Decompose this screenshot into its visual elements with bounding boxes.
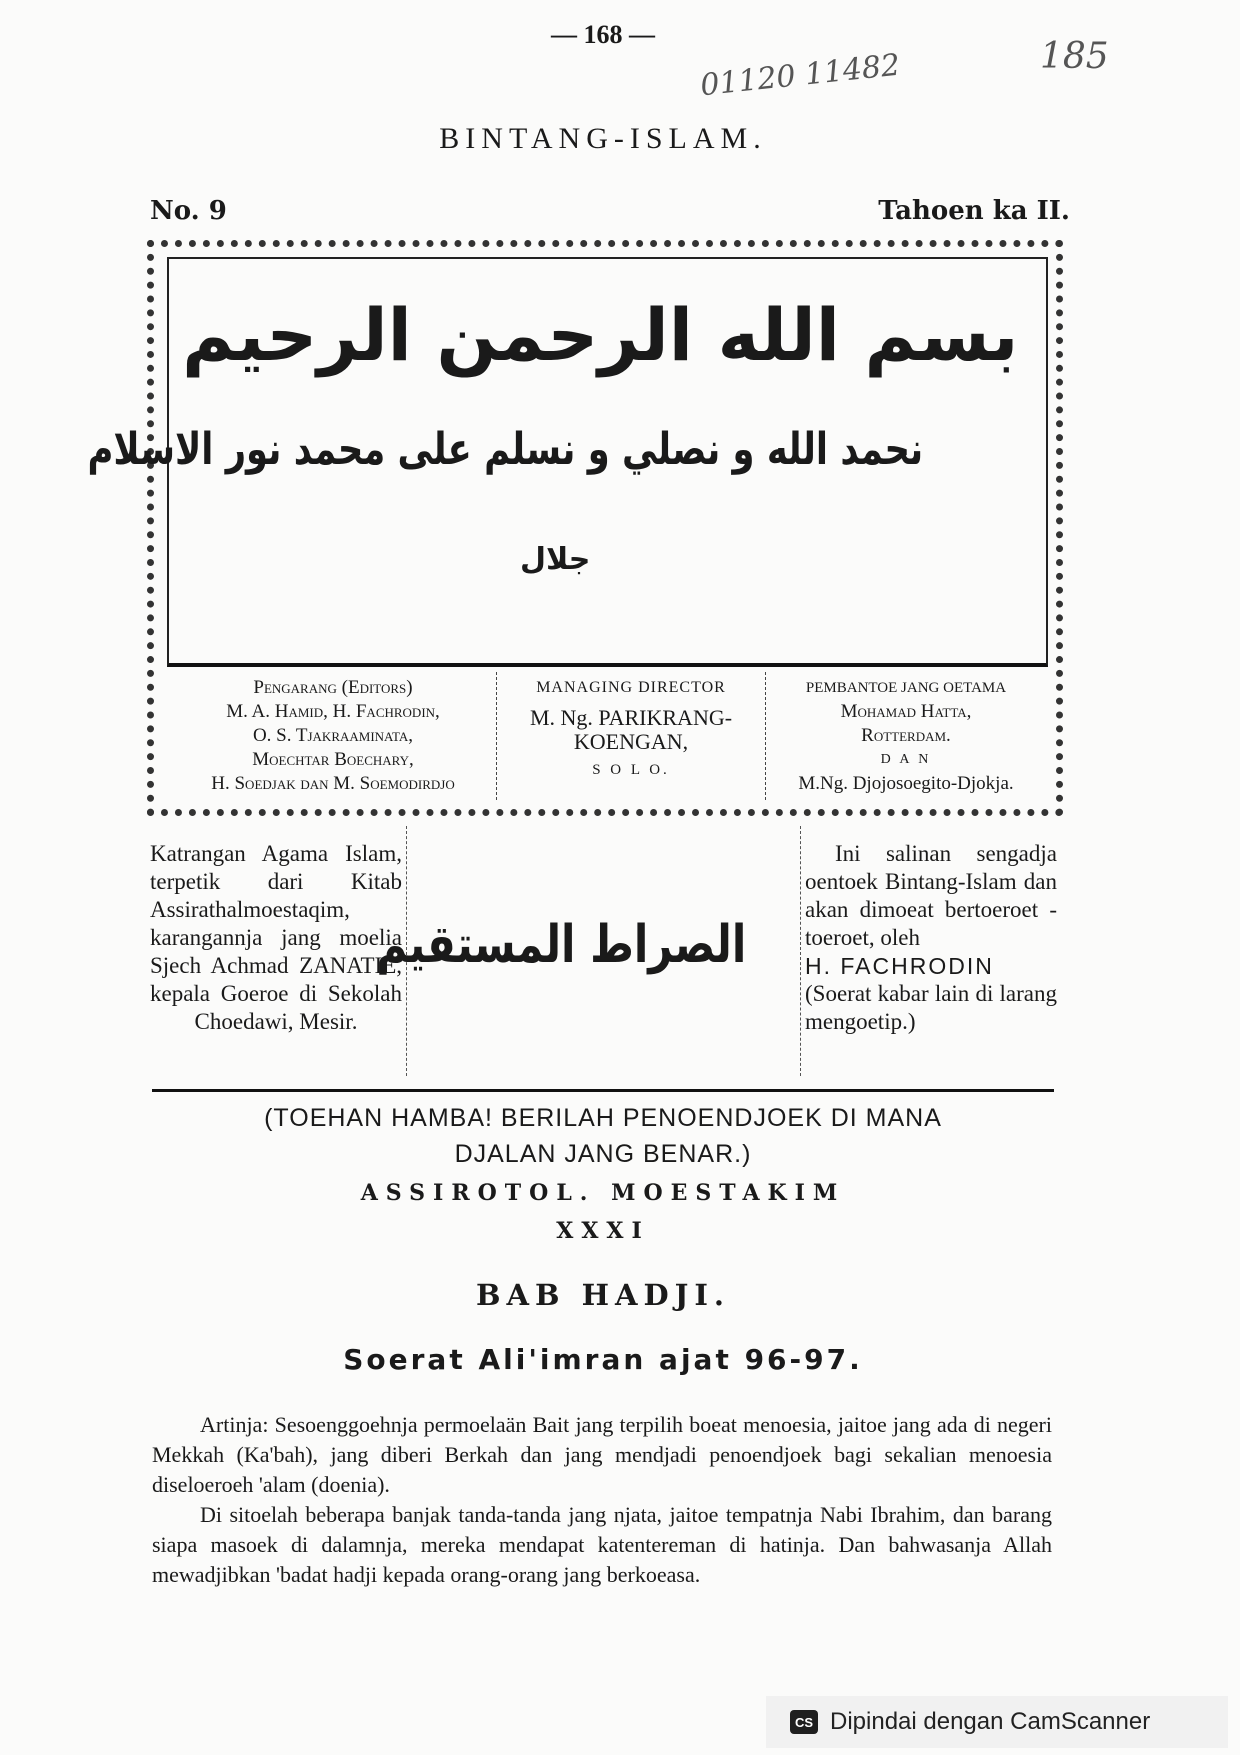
- page-number: — 168 —: [551, 20, 655, 49]
- contributor-line: Rotterdam.: [861, 725, 951, 746]
- intro-right-note: [805, 840, 1057, 1036]
- chapter-title: BAB HADJI.: [475, 1278, 731, 1312]
- handwritten-page-number: 185: [1040, 36, 1109, 77]
- sirat-text: الصراط المستقيم: [376, 915, 747, 975]
- issue-number: No. 9: [150, 196, 227, 226]
- intro-left-note: Katrangan Agama Islam, terpetik dari Kitab Assirathalmoestaqim, karangannja jang moelia Sjech Achmad ZANATIE, kepala Goeroe di Sekolah Choedawi, Mesir.: [150, 841, 402, 1034]
- hamd-calligraphy: [87, 420, 1026, 480]
- managing-director-column: [496, 672, 766, 800]
- contributor-line: D A N: [880, 752, 932, 767]
- column-divider: [800, 826, 801, 1076]
- editor-line: O. S. Tjakraaminata,: [252, 725, 414, 746]
- director-line: S O L O.: [592, 762, 670, 778]
- editors-heading: Pengarang (Editors): [253, 677, 413, 698]
- sirat-calligraphy: [376, 910, 790, 980]
- copy-restriction: (Soerat kabar lain di larang mengoetip.): [805, 981, 1057, 1034]
- managing-director-heading: MANAGING DIRECTOR: [536, 679, 726, 696]
- director-line: KOENGAN,: [573, 729, 689, 754]
- jalal-calligraphy: جلال: [520, 542, 591, 577]
- paragraph: Artinja: Sesoenggoehnja permoelaän Bait jang terpilih boeat menoesia, jaitoe jang ada di negeri Mekkah (Ka'bah), jang diberi Berkah dan jang mendjadi penoendjoek bagi sekalian menoesia diseloeroeh 'alam (doenia).: [152, 1412, 1052, 1497]
- contributor-line: M.Ng. Djojosoegito-Djokja.: [798, 773, 1014, 794]
- handwritten-reference: 01120 11482: [698, 47, 902, 104]
- bismillah-calligraphy: [181, 290, 1026, 380]
- paragraph: Di sitoelah beberapa banjak tanda-tanda jang njata, jaitoe tempatnja Nabi Ibrahim, dan barang siapa masoek di dalamnja, mereka mendapat katentereman di hatinja. Dan bahwasanja Allah mewadjibkan 'badat hadji kepada orang-orang jang berkoeasa.: [152, 1502, 1052, 1587]
- contributor-line: Mohamad Hatta,: [840, 701, 972, 722]
- editor-line: Moechtar Boechary,: [252, 749, 414, 770]
- editor-line: M. A. Hamid, H. Fachrodin,: [226, 701, 440, 722]
- issue-year: Tahoen ka II.: [878, 196, 1070, 226]
- hamd-text: نحمد الله و نصلي و نسلم على محمد نور الاسلام: [87, 424, 924, 475]
- section-rule: [152, 1089, 1054, 1092]
- bismillah-text: بسم الله الرحمن الرحيم: [181, 293, 1018, 377]
- prayer-line: (TOEHAN HAMBA! BERILAH PENOENDJOEK DI MANA: [264, 1104, 942, 1132]
- section-title: ASSIROTOL. MOESTAKIM: [360, 1180, 846, 1206]
- camscanner-icon: CS: [790, 1710, 818, 1734]
- editors-column: [170, 672, 496, 800]
- director-line: M. Ng. PARIKRANG-: [529, 705, 733, 730]
- scanner-badge: [766, 1696, 1228, 1748]
- copy-note: Ini salinan sengadja oentoek Bintang-Islam dan akan dimoeat bertoeroet - toeroet, oleh: [805, 841, 1057, 950]
- masthead-title: BINTANG-ISLAM.: [439, 122, 767, 155]
- article-body: [152, 1410, 1052, 1590]
- contributors-column: [766, 672, 1046, 800]
- section-number: XXXI: [556, 1218, 650, 1244]
- copy-author: H. FACHRODIN: [805, 953, 994, 979]
- contributors-heading: PEMBANTOE JANG OETAMA: [805, 680, 1007, 696]
- surah-reference: Soerat Ali'imran ajat 96-97.: [343, 1343, 863, 1376]
- scanner-label: Dipindai dengan CamScanner: [830, 1708, 1151, 1735]
- prayer-line: DJALAN JANG BENAR.): [454, 1140, 752, 1168]
- editor-line: H. Soedjak dan M. Soemodirdjo: [211, 773, 455, 794]
